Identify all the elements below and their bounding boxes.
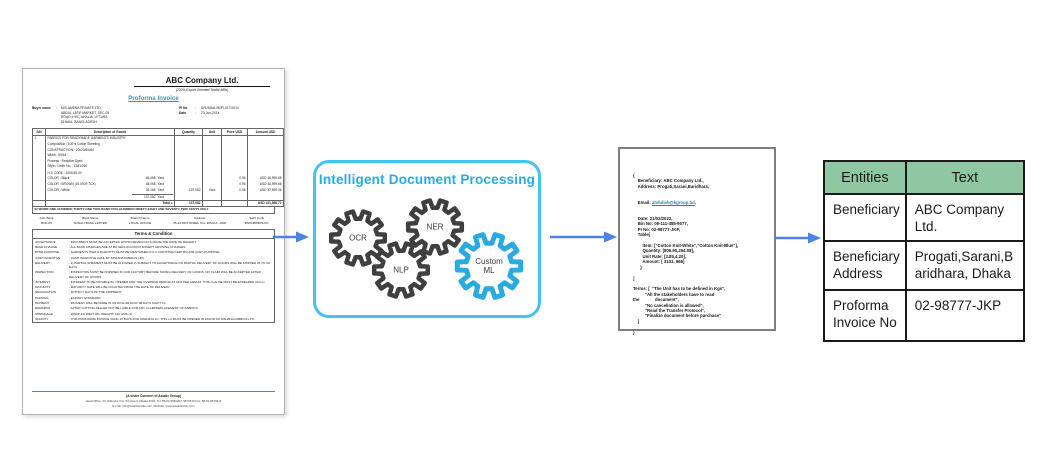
email-link[interactable]: abdullah@kgroup.bd (651, 199, 695, 205)
nlp-gear-label: NLP (393, 265, 409, 275)
json-line: "No cancellation is allowed", (633, 302, 704, 308)
terms-row (33, 285, 274, 290)
goods-description-line: Style / Order No. : 1381/260 (47, 164, 88, 169)
proforma-invoice-document (22, 68, 285, 415)
table-row (824, 290, 1024, 341)
json-line: Table[ (633, 232, 651, 238)
text-cell: Progati,Sarani,Baridhara, Dhaka (906, 241, 1024, 290)
json-line: { (633, 172, 635, 178)
json-line: "Finalize document before purchase" (633, 313, 722, 319)
terms-label: PAYMENT (35, 301, 50, 306)
terms-row (33, 311, 274, 316)
buyer-name-label: Buyer name (32, 105, 51, 110)
terms-text: : THIS PROFORMA INVOICE VALID 10 DAYS FOR OPENING LC. THIS LC MUST BE OPENED IN FAVOR OF SINJANA FABRICS LTD. (69, 317, 272, 321)
buyer-address-line: DHAKA, BANGLADESH (61, 120, 97, 125)
terms-text: : INTEREST TO BE PAYABLE BY OPENER FOR THE OVERDUE PERIOD AT 16% PER ANNUM. THIS CLAUSE MUST BE APPEARED ON LC. (69, 280, 272, 284)
buyer-address-line: ROAD # 9/C, AHALIA, UTTARA (61, 115, 108, 120)
bank-header: Adv. Bank (39, 216, 54, 221)
terms-label: CASH INCENTIVE (35, 255, 61, 260)
text-column-header: Text (906, 161, 1024, 194)
terms-label: INTEREST (35, 279, 51, 284)
goods-subtotal-row (33, 193, 284, 200)
terms-text: : GARMENTS ITEM & QUANTITY MUST BE MENTIONED IN LC FOR BTMA CERTIFICATE (GSP) PURPOSE. (69, 250, 272, 254)
bank-value: BNK-05 (41, 221, 52, 226)
json-line: Address: Progati,Sarani,Baridhara, (633, 183, 710, 189)
idp-title: Intelligent Document Processing (318, 172, 536, 187)
entities-result-table (823, 160, 1025, 342)
terms-row (33, 239, 274, 244)
terms-row (33, 255, 274, 260)
json-line: the document", (633, 297, 679, 303)
color-unit: Yard (157, 187, 164, 192)
goods-description-row: 1 FABRICS FOR READYMADE GARMENTS INDUSTRY. Composition : 100% Cotton Sheeting CONSTRUCTION : 20x20/60x60 Width : 59/64" Process : Reactive Dyed Style / Order No. : 1381/260 (33, 135, 284, 170)
terms-row (33, 270, 274, 279)
terms-label: MATURITY (35, 285, 51, 290)
date-value: 23-Jun-2014 (201, 111, 220, 115)
terms-label: NEGOCIATION (35, 290, 57, 295)
terms-text: : WITHIN 7 DAYS OF THE SHIPMENT. (69, 290, 272, 294)
goods-description-line: Width : 59/64" (47, 153, 68, 158)
terms-text: : 1) PARTIAL SHIPMENT MUST BE ALLOWED 2) SUBJECT TO ACCEPTANCE ON PARTIAL DELIVERY OF GOODS WILL BE SHIPPED 25 TO 30 DAYS (69, 261, 272, 269)
bank-header: Bank Name (82, 216, 99, 221)
bank-header: Swift Code (249, 216, 265, 221)
invoice-buyer-block: Buyer name : M/S.AMENA PRIVATE LTD ABDUL LATIF MARKET, SEC-05 ROAD # 9/C, AHALIA, UTTARA DHAKA, BANGLADESH PI No : SFL/MAA-06/PI-017/2014 Date : 23-Jun-2014 (32, 106, 275, 125)
json-line: Item: ["Cotton Knit-White","Cotton Knit-Blue"], (633, 243, 739, 249)
terms-row (33, 306, 274, 311)
pi-no-value: SFL/MAA-06/PI-017/2014 (201, 105, 239, 110)
entity-cell: Beneficiary (824, 194, 906, 241)
ocr-gear-label: OCR (349, 233, 367, 243)
custom-ml-gear-label: Custom ML (475, 256, 503, 275)
json-line: ] (633, 318, 640, 324)
json-line: "All the stakeholders have to read (633, 291, 715, 297)
terms-row (33, 316, 274, 321)
color-unit: Yard (157, 176, 164, 181)
terms-label: INSPECTION (35, 270, 54, 275)
color-qty: 48,058 (145, 181, 156, 186)
bank-value: SONALI BANK LIMITED (73, 221, 108, 226)
goods-description-line: Composition : 100% Cotton Sheeting (47, 142, 100, 147)
goods-hscode-row: H.S CODE : 5208.59.00 (33, 171, 284, 176)
entity-cell: Beneficiary Address (824, 241, 906, 290)
terms-text: : PAYMENT WILL BE MADE IN US DOLLAR 60 AT 90 DAYS SIGHT LC (69, 301, 272, 305)
table-row (824, 241, 1024, 290)
total-qty: 137,082 (175, 200, 203, 206)
arrow-idp-to-json-icon (550, 232, 617, 243)
invoice-company-tagline: (100% Export Oriented Textile Mills) (175, 88, 229, 93)
amount-in-words: IN WORD: ONE HUNDRED THIRTY-ONE THOUSAND FIVE HUNDRED NINETY-EIGHT AND SEVENTY-TWO CENTS ONLY (32, 207, 275, 214)
date-label: Date (179, 111, 187, 115)
goods-color-row: COLOR : White 39,166 Yard 137,082 Yard 0.96 USD 37,599.36 (33, 187, 284, 193)
buyer-address-lines (61, 106, 109, 125)
terms-label: DELIVERY (35, 261, 51, 266)
json-line: Unit Rate: [3.85,4.20], (633, 253, 687, 259)
terms-text: : EXPORT STANDARD (69, 296, 272, 300)
color-qty: 48,058 (145, 176, 156, 181)
entities-column-header: Entities (824, 161, 906, 194)
extracted-json-document (618, 147, 776, 335)
terms-text: : AFTER CUTTING SELLER NOT BE LIABLE FOR ANY CLAIM/REPLACEMENT OF FABRICS. (69, 306, 272, 310)
idp-processing-box (313, 160, 541, 318)
terms-label: SHRINKAGE (35, 311, 53, 316)
terms-label: VALIDITY (35, 316, 49, 321)
text-cell: 02-98777-JKP (906, 290, 1024, 341)
terms-label: REMARKS (35, 306, 51, 311)
goods-total-row (33, 200, 284, 206)
terms-text: : MATURITY DATE WILL BE COUNTED FROM THE DATE OF DELIVERY. (69, 285, 272, 289)
goods-color-row: COLOR : BROWN (19-0909 TCX) 48,058 Yard 0.96 USD 46,999.68 (33, 181, 284, 187)
goods-color-row: COLOR : Black 48,058 Yard 0.96 USD 46,999.68 (33, 176, 284, 182)
terms-text: : INSPECTION MUST BE FINISHED IN OUR FACTORY BEFORE TAKING DELIVERY OF GOODS. NO CLAIM WILL BE ACCEPTED AFTER DELIVERY OF GOODS. (69, 270, 272, 278)
json-line: Amount: [ 3103, 966] (633, 259, 685, 265)
total-amount: USD 131,598.72 (248, 200, 284, 206)
bank-value: LOCAL OFFICE (129, 221, 152, 226)
terms-and-conditions (32, 229, 275, 323)
subtotal-qty: 137,082 (132, 194, 156, 200)
json-line: Terms: [ "The Unit has to be defined in Kgs", (633, 286, 726, 292)
json-email-line: Email: abdullah@kgroup.bd, (633, 199, 696, 205)
table-row (824, 194, 1024, 241)
bank-header: Branch Name (130, 216, 150, 221)
total-label: Total = (46, 200, 175, 206)
buyer-address-line: ABDUL LATIF MARKET, SEC-05 (61, 110, 110, 115)
invoice-title: Proforma Invoice (128, 94, 179, 102)
terms-text: : CASH INCENTIVE AVAIL BY SINJANA FABRICS LTD. (69, 256, 272, 260)
json-line: Date: 21/02/2022, (633, 216, 673, 222)
json-line: Bin No: 09-111-455-9077, (633, 221, 688, 227)
json-line: Beneficiary: ABC Company Ltd., (633, 178, 704, 184)
pi-no-label: PI No (179, 105, 188, 110)
color-unit: Yard (157, 181, 164, 186)
color-label: COLOR : Black (47, 176, 70, 181)
json-line: ] (633, 275, 635, 281)
terms-title: Terms & Condition (33, 230, 274, 240)
json-line: } (633, 329, 635, 335)
goods-description-line: CONSTRUCTION : 20x20/60x60 (47, 147, 95, 152)
terms-text: : WARP 4% WEFT 8%, WEIGHT: 130 GMS (±) (69, 312, 272, 316)
color-label: COLOR : BROWN (19-0909 TCX) (47, 181, 96, 186)
goods-description-line: Process : Reactive Dyed (47, 158, 83, 163)
terms-label: PACKING (35, 295, 49, 300)
entities-header-row (824, 161, 1024, 194)
json-line: PI No: 02-98777-JKP, (633, 226, 680, 232)
terms-row (33, 260, 274, 269)
color-label: COLOR : White (47, 187, 70, 192)
invoice-footer: (A sister Concern of Asiatic Group) Head Office: 43, Dilkusha C/A (7th Floor), Dhaka-1000. Tel: 88-02-9560202, 9570616 Fax: 88-02-9570613 E-mail: info@asiatictextile.com, Website: www.asiatictextile.com (32, 391, 275, 408)
goods-header-row: S/N Description of Goods Quantity Unit Price USD Amount USD (33, 128, 284, 135)
invoice-goods-table (32, 128, 284, 207)
invoice-meta-block: PI No : SFL/MAA-06/PI-017/2014 Date : 23-Jun-2014 (179, 105, 239, 115)
terms-text: : ALL BANK CHARGES ARE AT BUYERS ACCOUNT EXCEPT ADVISING CHARGES. (69, 245, 272, 249)
terms-row (33, 279, 274, 284)
invoice-company-name: ABC Company Ltd. (134, 77, 270, 87)
terms-label: ACCEPTANCE (35, 239, 56, 244)
bank-header: Address (193, 216, 206, 221)
json-line: Quantity: [806.90,254.08], (633, 248, 695, 254)
terms-row (33, 245, 274, 250)
text-cell: ABC Company Ltd. (906, 194, 1024, 241)
terms-row (33, 250, 274, 255)
terms-row (33, 300, 274, 305)
terms-label: BANK CHARGE (35, 245, 58, 250)
bank-value: BSONBDDHLOC (244, 221, 269, 226)
json-line: "Read the Transfer Protocol", (633, 307, 706, 313)
terms-label: BTMA PURPOSE (35, 250, 60, 255)
arrow-json-to-table-icon (769, 233, 821, 244)
terms-row (33, 290, 274, 295)
bank-value: 35-44 MOTIJHEEL C/A, DHAKA- 1000 (173, 221, 227, 226)
goods-description-line: FABRICS FOR READYMADE GARMENTS INDUSTRY. (47, 136, 127, 141)
terms-text: : DOCUMENT MUST BE ACCEPTED WITHIN SEVEN DAYS FROM THE DATE OF RECEIPT (69, 240, 272, 244)
bank-details-block (32, 216, 275, 225)
json-line: } (633, 264, 642, 270)
ner-gear-label: NER (426, 222, 444, 232)
entity-cell: Proforma Invoice No (824, 290, 906, 341)
subtotal-unit: Yard (156, 194, 173, 200)
buyer-address-line: M/S.AMENA PRIVATE LTD (61, 105, 101, 110)
terms-row (33, 295, 274, 300)
color-qty: 39,166 (145, 187, 156, 192)
